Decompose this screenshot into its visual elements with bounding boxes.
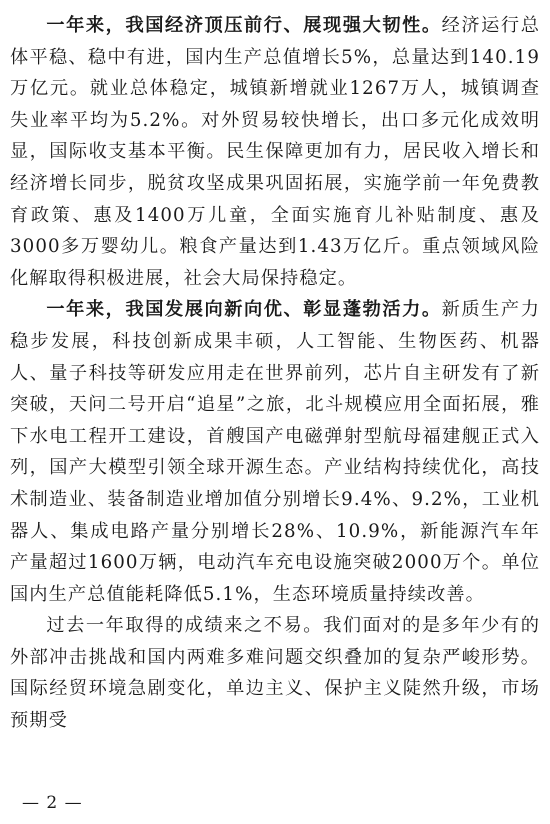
paragraph-lead: 一年来，我国经济顶压前行、展现强大韧性。 xyxy=(46,15,442,36)
paragraph-lead: 一年来，我国发展向新向优、彰显蓬勃活力。 xyxy=(46,299,442,321)
paragraph-innovation xyxy=(10,294,540,610)
page-number: — 2 — xyxy=(22,793,83,813)
paragraph-body: 过去一年取得的成绩来之不易。我们面对的是多年少有的外部冲击挑战和国内两难多难问题交织叠加的复杂严峻形势。国际经贸环境急剧变化，单边主义、保护主义陡然升级，市场预期受 xyxy=(10,615,540,732)
paragraph-economy xyxy=(10,10,540,294)
document-page xyxy=(10,10,540,737)
paragraph-body: 经济运行总体平稳、稳中有进，国内生产总值增长5%，总量达到140.19万亿元。就业总体稳定，城镇新增就业1267万人，城镇调查失业率平均为5.2%。对外贸易较快增长，出口多元化成效明显，国际收支基本平衡。民生保障更加有力，居民收入增长和经济增长同步，脱贫攻坚成果巩固拓展，实施学前一年免费教育政策、惠及1400万儿童，全面实施育儿补贴制度、惠及3000多万婴幼儿。粮食产量达到1.43万亿斤。重点领域风险化解取得积极进展，社会大局保持稳定。 xyxy=(10,15,540,289)
paragraph-body: 新质生产力稳步发展，科技创新成果丰硕，人工智能、生物医药、机器人、量子科技等研发应用走在世界前列，芯片自主研发有了新突破，天问二号开启“追星”之旅，北斗规模应用全面拓展，雅下水电工程开工建设，首艘国产电磁弹射型航母福建舰正式入列，国产大模型引领全球开源生态。产业结构持续优化，高技术制造业、装备制造业增加值分别增长9.4%、9.2%，工业机器人、集成电路产量分别增长28%、10.9%，新能源汽车年产量超过1600万辆，电动汽车充电设施突破2000万个。单位国内生产总值能耗降低5.1%，生态环境质量持续改善。 xyxy=(10,299,540,605)
paragraph-challenges xyxy=(10,610,540,736)
